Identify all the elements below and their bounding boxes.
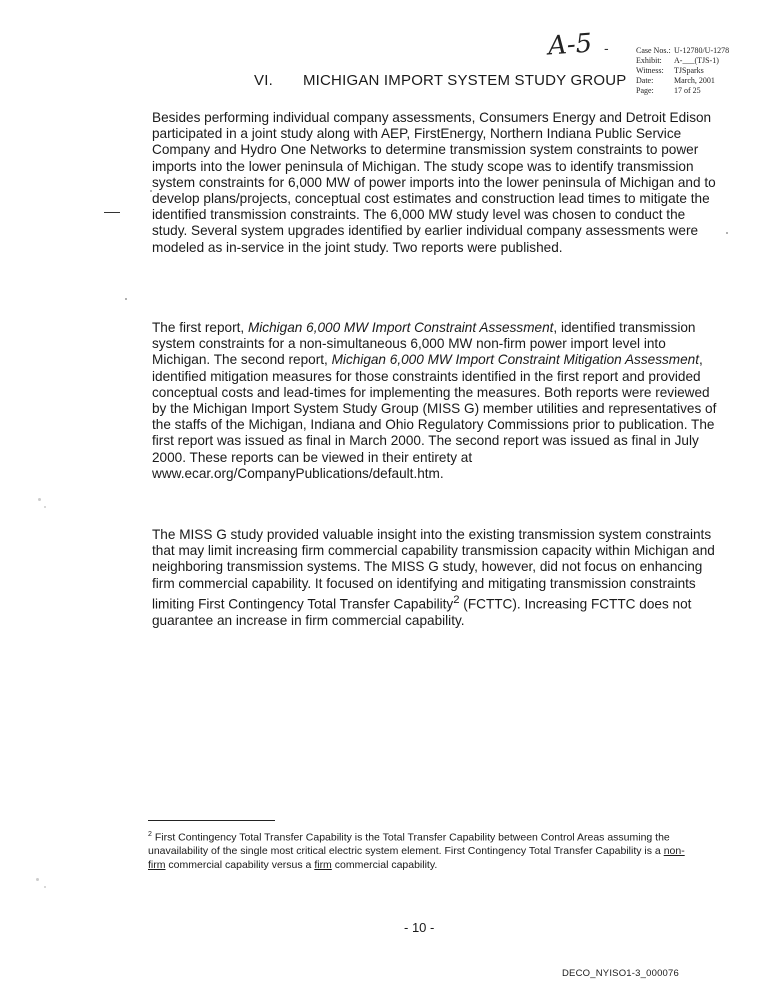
text-run: The MISS G study provided valuable insight into the existing transmission system constraints that may limit increasing firm commercial capability transmission capacity within Michigan and neighboring transmission systems. The MISS G study, however, did not focus on enhancing firm commercial capability. It focused on identifying and mitigating transmission constraints limiting First Contingency Total Transfer Capability — [152, 527, 715, 612]
footnote-reference: 2 — [453, 593, 460, 606]
stamp-row-case — [636, 46, 729, 56]
exhibit-stamp — [636, 46, 729, 96]
scan-speck — [125, 298, 127, 300]
text-run: commercial capability. — [331, 859, 438, 872]
report-title-2: Michigan 6,000 MW Import Constraint Mitigation Assessment — [331, 352, 700, 368]
text-run: The first report, — [152, 320, 248, 335]
text-run: commercial capability versus a — [165, 859, 315, 872]
section-number: VI. — [254, 72, 273, 89]
text-run: (FCTTC). Increasing FCTTC does not guarantee an increase in firm commercial capability. — [152, 596, 692, 628]
footnote-mark: 2 — [148, 831, 152, 838]
text-run: , identified mitigation measures for those constraints identified in the first report and provided conceptual costs and lead-times for implementing the measures. Both reports were reviewed by the Michigan Import System Study Group (MISS G) member utilities and representatives of the staffs of the Michigan, Indiana and Ohio Regulatory Commissions prior to publication. The first report was issued as final in March 2000. The second report was issued as final in July 2000. These reports can be viewed in their entirety at www.ecar.org/CompanyPublications/default.htm. — [152, 352, 717, 481]
stamp-value: U-12780/U-1278 — [674, 46, 730, 55]
scan-speck — [726, 232, 728, 234]
stamp-key: Witness: — [636, 66, 664, 75]
stamp-key: Exhibit: — [636, 56, 662, 65]
underlined-term: non-firm — [148, 845, 685, 872]
stamp-value: TJSparks — [674, 66, 704, 75]
stamp-row-exhibit — [636, 56, 729, 66]
stamp-key: Date: — [636, 76, 654, 85]
scan-speck — [44, 886, 46, 888]
stamp-row-date — [636, 76, 729, 86]
stamp-value: A-___(TJS-1) — [674, 56, 719, 65]
scan-speck — [38, 498, 41, 501]
scan-speck — [36, 878, 39, 881]
stamp-key: Case Nos.: — [636, 46, 671, 55]
page-number: - 10 - — [404, 920, 435, 935]
text-run: First Contingency Total Transfer Capability is the Total Transfer Capability between Control Areas assuming the unavailability of the single most critical electric system element. First Contingency Total Transfer Capability is a — [148, 831, 670, 858]
stamp-key: Page: — [636, 86, 654, 95]
scan-speck — [150, 190, 152, 192]
stamp-row-page — [636, 86, 729, 96]
bates-number: DECO_NYISO1-3_000076 — [562, 968, 680, 979]
paragraph-joint-study: Besides performing individual company assessments, Consumers Energy and Detroit Edison participated in a joint study along with AEP, FirstEnergy, Northern Indiana Public Service Company and Hydro One Networks to determine transmission system constraints to power imports into the lower peninsula of Michigan. The study scope was to identify transmission system constraints for 6,000 MW of power imports into the lower peninsula of Michigan and to develop plans/projects, conceptual cost estimates and construction lead times to mitigate the identified transmission constraints. The 6,000 MW study level was chosen to conduct the study. Several system upgrades identified by earlier individual company assessments were modeled as in-service in the joint study. Two reports were published. — [152, 110, 716, 255]
stamp-value: March, 2001 — [674, 76, 715, 85]
stamp-value: 17 of 25 — [674, 86, 701, 95]
paragraph-miss-g-study — [152, 527, 724, 629]
report-title-1: Michigan 6,000 MW Import Constraint Assessment — [247, 320, 554, 335]
section-title: MICHIGAN IMPORT SYSTEM STUDY GROUP — [302, 72, 627, 89]
margin-mark — [104, 212, 120, 213]
text-run: , identified transmission system constraints for a non-simultaneous 6,000 MW non-firm power import level into Michigan. The second report, — [152, 320, 696, 368]
footnote — [148, 828, 693, 873]
underlined-term: firm — [314, 859, 332, 872]
footnote-rule — [148, 820, 275, 821]
paragraph-reports — [152, 320, 724, 482]
section-heading — [254, 72, 626, 89]
scan-speck — [44, 506, 46, 508]
stamp-row-witness — [636, 66, 729, 76]
handwritten-dash: - — [604, 40, 609, 56]
handwritten-exhibit-mark: A-5 — [547, 28, 594, 62]
